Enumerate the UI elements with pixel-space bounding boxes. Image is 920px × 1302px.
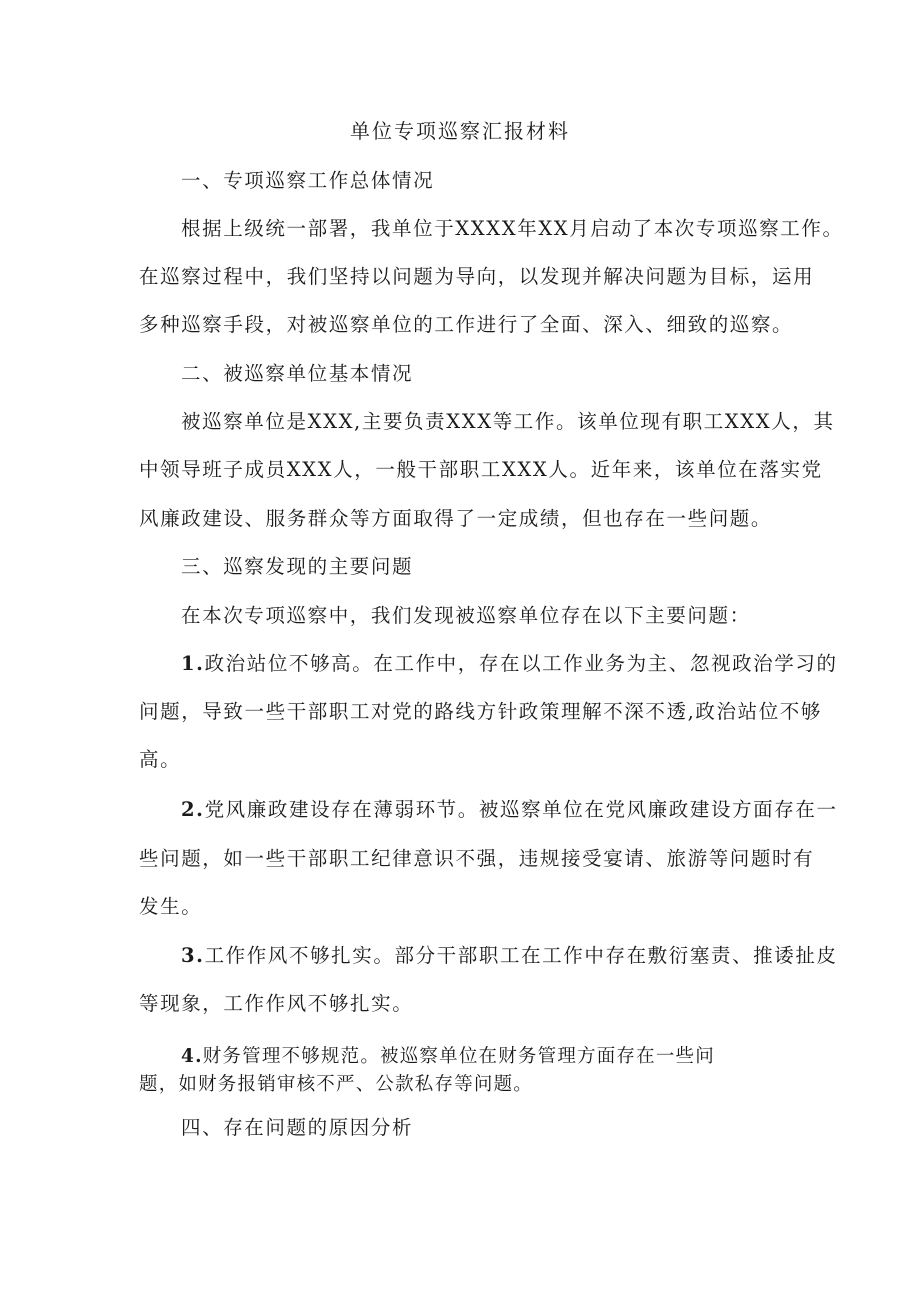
issue-2-number: 2. [181,798,205,821]
issue-3-number: 3. [181,944,205,967]
issue-2-line-3: 发生。 [139,895,203,918]
issue-2-line-2: 些问题，如一些干部职工纪律意识不强，违规接受宴请、旅游等问题时有 [139,847,815,870]
section-4-heading: 四、存在问题的原因分析 [181,1116,414,1139]
section-2-para-line-3: 风廉政建设、服务群众等方面取得了一定成绩，但也存在一些问题。 [139,507,773,530]
issue-2-text: 党风廉政建设存在薄弱环节。被巡察单位在党风廉政建设方面存在一 [204,798,838,821]
issue-1-line-3: 高。 [139,748,182,771]
document-title: 单位专项巡察汇报材料 [350,119,570,143]
section-3-heading: 三、巡察发现的主要问题 [181,555,414,578]
issue-1-number: 1. [181,652,205,675]
section-1-para-line-2: 在巡察过程中，我们坚持以问题为导向，以发现并解决问题为目标，运用 [139,265,815,288]
issue-2-first-line [181,796,838,824]
section-1-para-line-3: 多种巡察手段，对被巡察单位的工作进行了全面、深入、细致的巡察。 [139,313,794,336]
issue-3-first-line [181,942,838,970]
section-2-para-line-2: 中领导班子成员XXX人，一般干部职工XXX人。近年来，该单位在落实党 [139,458,823,481]
section-2-heading: 二、被巡察单位基本情况 [181,362,414,385]
issue-4-text: 财务管理不够规范。被巡察单位在财务管理方面存在一些问 [202,1046,715,1067]
section-2-para-line-1: 被巡察单位是XXX,主要负责XXX等工作。该单位现有职工XXX人，其 [181,410,835,433]
section-1-heading: 一、专项巡察工作总体情况 [181,169,435,192]
issue-3-line-2: 等现象，工作作风不够扎实。 [139,992,414,1015]
issue-4-line-2: 题，如财务报销审核不严、公款私存等问题。 [139,1074,534,1095]
issue-1-first-line [181,650,838,678]
issue-1-line-2: 问题，导致一些干部职工对党的路线方针政策理解不深不透,政治站位不够 [139,700,822,723]
section-1-para-line-1: 根据上级统一部署，我单位于XXXX年XX月启动了本次专项巡察工作。 [181,217,844,240]
issue-1-text: 政治站位不够高。在工作中，存在以工作业务为主、忽视政治学习的 [204,652,838,675]
issue-4-first-line [181,1043,715,1071]
issue-4-number: 4. [181,1046,203,1067]
issue-3-text: 工作作风不够扎实。部分干部职工在工作中存在敷衍塞责、推诿扯皮 [204,944,838,967]
section-3-intro: 在本次专项巡察中，我们发现被巡察单位存在以下主要问题： [181,604,751,627]
